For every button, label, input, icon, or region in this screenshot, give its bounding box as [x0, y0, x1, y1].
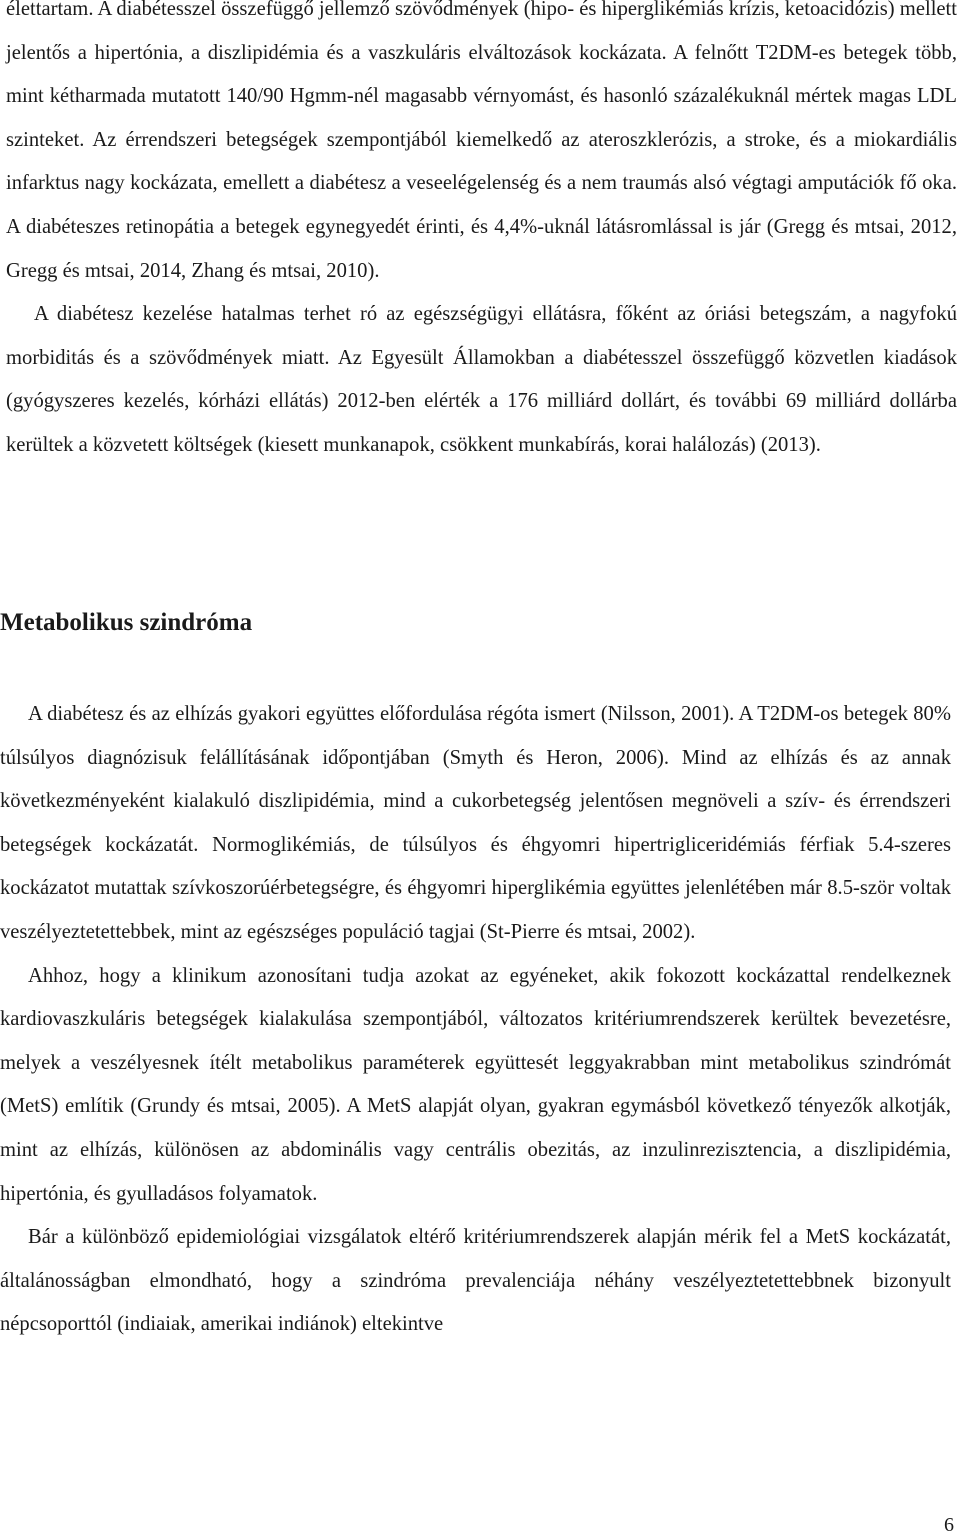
- page-number: 6: [944, 1514, 954, 1536]
- paragraph-costs: A diabétesz kezelése hatalmas terhet ró az egészségügyi ellátásra, főként az óriási betegszám, a nagyfokú morbiditás és a szövődmények miatt. Az Egyesült Államokban a diabétesszel összefüggő közvetlen kiadások (gyógyszeres kezelés, kórházi ellátás) 2012-ben elérték a 176 milliárd dollárt, és további 69 milliárd dollárba kerültek a közvetett költségek (kiesett munkanapok, csökkent munkabírás, korai halálozás) (2013).: [6, 303, 957, 456]
- document-page: [6, 0, 957, 468]
- section-body: [0, 693, 951, 1347]
- section-heading: Metabolikus szindróma: [0, 609, 253, 636]
- paragraph-criteria: Ahhoz, hogy a klinikum azonosítani tudja azokat az egyéneket, akik fokozott kockázattal rendelkeznek kardiovaszkuláris betegségek kialakulása szempontjából, változatos kritériumrendszerek kerültek bevezetésre, melyek a veszélyesnek ítélt metabolikus paraméterek együttesét leggyakrabban mint metabolikus szindrómát (MetS) említik (Grundy és mtsai, 2005). A MetS alapját olyan, gyakran egymásból következő tényezők alkotják, mint az elhízás, különösen az abdominális vagy centrális obezitás, az inzulinrezisztencia, a diszlipidémia, hipertónia, és gyulladásos folyamatok.: [0, 964, 951, 1205]
- paragraph-complications: élettartam. A diabétesszel összefüggő jellemző szövődmények (hipo- és hiperglikémiás krízis, ketoacidózis) mellett jelentős a hipertónia, a diszlipidémia és a vaszkuláris elváltozások kockázata. A felnőtt T2DM-es betegek több, mint kétharmada mutatott 140/90 Hgmm-nél magasabb vérnyomást, és hasonló százalékuknál mértek magas LDL szinteket. Az érrendszeri betegségek szempontjából kiemelkedő az ateroszklerózis, a stroke, és a miokardiális infarktus nagy kockázata, emellett a diabétesz a veseelégelenség és a nem traumás alsó végtagi amputációk fő oka. A diabéteszes retinopátia a betegek egynegyedét érinti, és 4,4%-uknál látásromlással is jár (Gregg és mtsai, 2012, Gregg és mtsai, 2014, Zhang és mtsai, 2010).: [6, 0, 957, 282]
- paragraph-obesity: A diabétesz és az elhízás gyakori együttes előfordulása régóta ismert (Nilsson, 2001). A T2DM-os betegek 80% túlsúlyos diagnózisuk felállításának időpontjában (Smyth és Heron, 2006). Mind az elhízás és az annak következményeként kialakuló diszlipidémia, mind a cukorbetegség jelentősen megnöveli a szív- és érrendszeri betegségek kockázatát. Normoglikémiás, de túlsúlyos és éhgyomri hipertrigliceridémiás férfiak 5.4-szeres kockázatot mutattak szívkoszorúérbetegségre, és éhgyomri hiperglikémia együttes jelenlétében már 8.5-ször voltak veszélyeztetettebbek, mint az egészséges populáció tagjai (St-Pierre és mtsai, 2002).: [0, 703, 951, 943]
- paragraph-prevalence: Bár a különböző epidemiológiai vizsgálatok eltérő kritériumrendszerek alapján mérik fel a MetS kockázatát, általánosságban elmondható, hogy a szindróma prevalenciája néhány veszélyeztetettebbnek bizonyult népcsoporttól (indiaiak, amerikai indiánok) eltekintve: [0, 1226, 951, 1336]
